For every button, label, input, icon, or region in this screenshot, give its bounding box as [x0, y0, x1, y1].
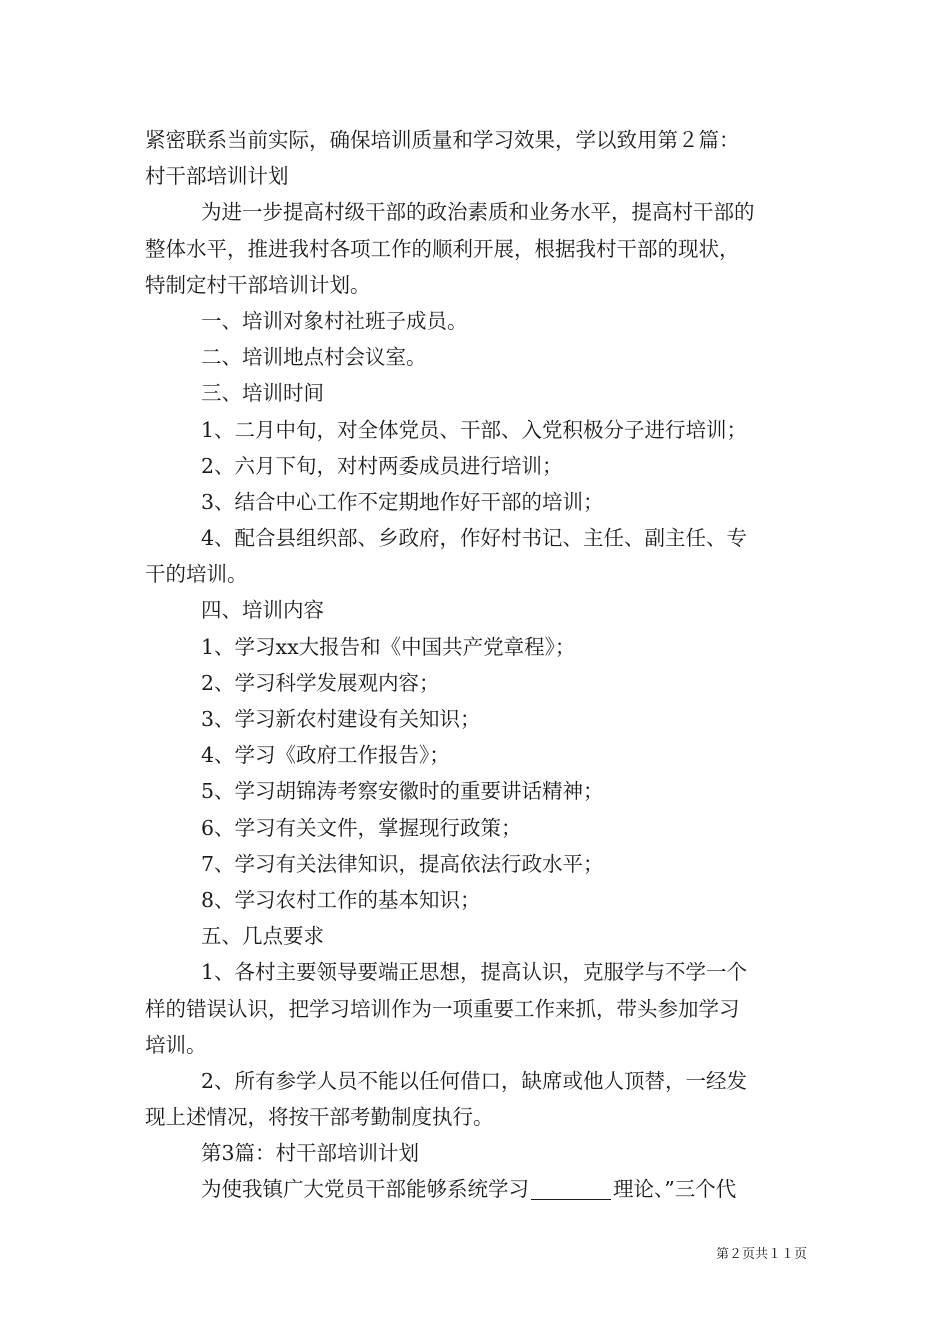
list-item: 6、学习有关文件，掌握现行政策； — [201, 815, 522, 840]
paragraph-line: 紧密联系当前实际，确保培训质量和学习效果，学以致用第２篇： — [145, 128, 740, 152]
paragraph-line: 特制定村干部培训计划。 — [145, 272, 371, 297]
paragraph-line — [145, 1171, 810, 1207]
paragraph-line: 干的培训。 — [145, 562, 248, 587]
list-item: 5、学习胡锦涛考察安徽时的重要讲话精神； — [201, 779, 604, 804]
list-item: 1、二月中旬，对全体党员、干部、入党积极分子进行培训； — [201, 417, 748, 442]
list-item: 4、配合县组织部、乡政府，作好村书记、主任、副主任、专 — [201, 526, 748, 551]
paragraph-line: 现上述情况，将按干部考勤制度执行。 — [145, 1105, 494, 1130]
section-heading: 二、培训地点村会议室。 — [201, 345, 427, 370]
paragraph-line: 村干部培训计划 — [145, 164, 289, 189]
list-item: 4、学习《政府工作报告》； — [201, 743, 450, 768]
list-item: 8、学习农村工作的基本知识； — [201, 887, 481, 912]
paragraph-line: 为进一步提高村级干部的政治素质和业务水平，提高村干部的 — [201, 200, 755, 225]
section-heading: 一、培训对象村社班子成员。 — [201, 308, 468, 333]
paragraph-line: 培训。 — [145, 1032, 207, 1057]
paragraph-line: 样的错误认识，把学习培训作为一项重要工作来抓，带头参加学习 — [145, 996, 740, 1021]
list-item: 3、结合中心工作不定期地作好干部的培训； — [201, 489, 604, 514]
list-item: 2、六月下旬，对村两委成员进行培训； — [201, 453, 563, 478]
list-item: 1、学习xx大报告和《中国共产党章程》； — [201, 634, 576, 659]
page-number-footer: 第２页共１１页 — [715, 1247, 807, 1262]
list-item: 2、所有参学人员不能以任何借口，缺席或他人顶替，一经发 — [201, 1068, 748, 1093]
line-text-before-blank: 为使我镇广大党员干部能够系统学习 — [201, 1177, 529, 1202]
document-body — [145, 122, 810, 1208]
list-item: 1、各村主要领导要端正思想，提高认识，克服学与不学一个 — [201, 960, 748, 985]
section-heading: 五、几点要求 — [201, 924, 324, 949]
section-heading: 三、培训时间 — [201, 381, 324, 406]
paragraph-line: 整体水平，推进我村各项工作的顺利开展，根据我村干部的现状， — [145, 236, 740, 261]
line-text-after-blank: 理论、”三个代 — [613, 1177, 737, 1202]
section-heading: 四、培训内容 — [201, 598, 324, 623]
list-item: 3、学习新农村建设有关知识； — [201, 707, 481, 731]
list-item: 2、学习科学发展观内容； — [201, 670, 440, 695]
fill-in-blank — [531, 1177, 611, 1200]
list-item: 7、学习有关法律知识，提高依法行政水平； — [201, 851, 604, 876]
chapter-heading: 第3篇：村干部培训计划 — [201, 1141, 420, 1166]
